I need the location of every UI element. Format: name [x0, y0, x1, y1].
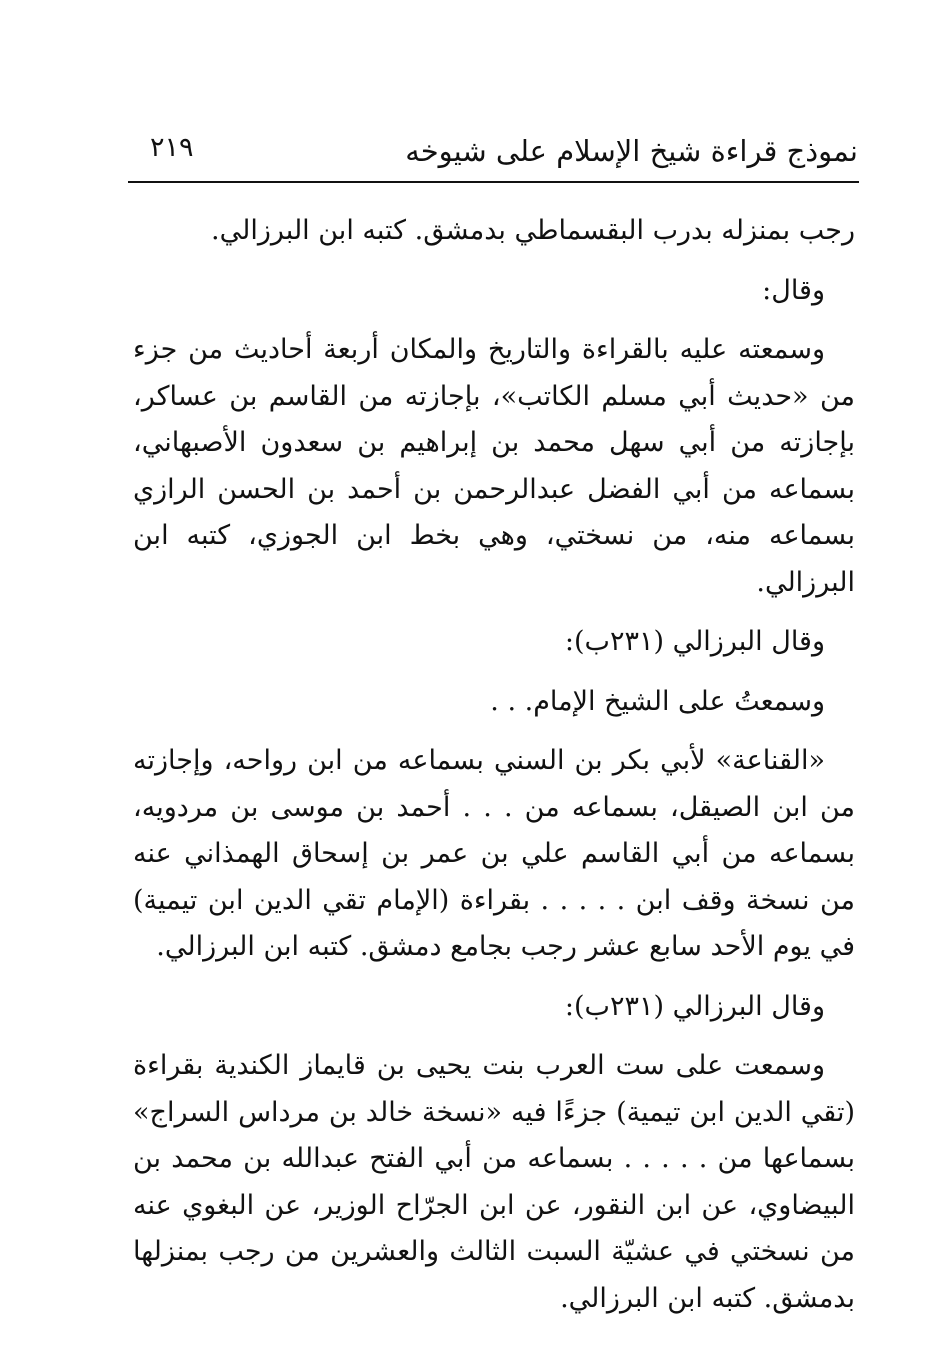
page-number: ٢١٩ [150, 132, 194, 163]
paragraph: «القناعة» لأبي بكر بن السني بسماعه من ابن رواحه، وإجازته من ابن الصيقل، بسماعه من . . . أحمد بن موسى بن مردويه، بسماعه من أبي القاسم علي بن عمر بن إسحاق الهمذاني عنه من نسخة وقف ابن . . . . . بقراءة (الإمام تقي الدين ابن تيمية) في يوم الأحد سابع عشر رجب بجامع دمشق. كتبه ابن البرزالي. [133, 745, 855, 962]
page-body [133, 208, 855, 1322]
paragraph-heading: وقال البرزالي (٢٣١ب): [564, 626, 825, 657]
paragraph: وسمعتُ على الشيخ الإمام. . . [490, 685, 825, 717]
paragraph-continuation: رجب بمنزله بدرب البقسماطي بدمشق. كتبه ابن البرزالي. [211, 215, 855, 246]
paragraph: وسمعته عليه بالقراءة والتاريخ والمكان أربعة أحاديث من جزء من «حديث أبي مسلم الكاتب»، بإجازته من القاسم بن عساكر، بإجازته من أبي سهل محمد بن إبراهيم بن سعدون الأصبهاني، بسماعه من أبي الفضل عبدالرحمن بن أحمد بن الحسن الرازي بسماعه منه، من نسختي، وهي بخط ابن الجوزي، كتبه ابن البرزالي. [133, 334, 855, 598]
paragraph: وسمعت على ست العرب بنت يحيى بن قايماز الكندية بقراءة (تقي الدين ابن تيمية) جزءًا فيه «نسخة خالد بن مرداس السراج» بسماعها من . . . . . بسماعه من أبي الفتح عبدالله بن محمد بن البيضاوي، عن ابن النقور، عن ابن الجرّاح الوزير، عن البغوي عنه من نسختي في عشيّة السبت الثالث والعشرين من رجب بمنزلها بدمشق. كتبه ابن البرزالي. [133, 1050, 855, 1314]
header-title: نموذج قراءة شيخ الإسلام على شيوخه [405, 134, 858, 168]
paragraph-heading: وقال: [762, 274, 825, 306]
running-header [128, 130, 858, 180]
header-rule [128, 181, 859, 183]
paragraph-heading: وقال البرزالي (٢٣١ب): [564, 990, 825, 1022]
